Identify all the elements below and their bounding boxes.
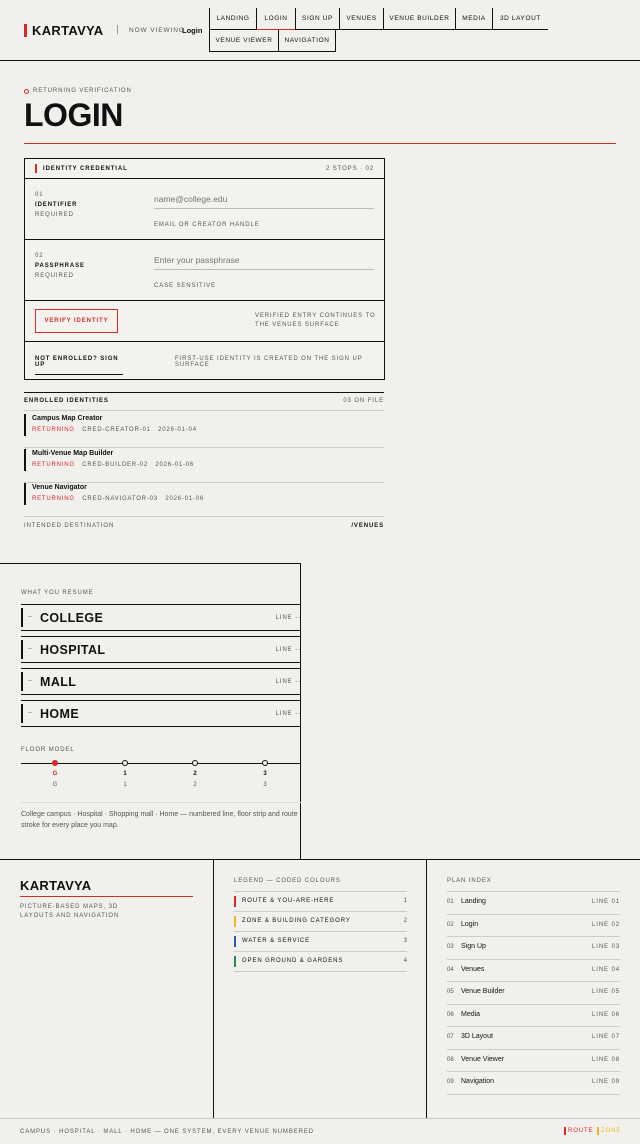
plan-name: Venues — [461, 965, 485, 973]
floor-label: 1 — [123, 771, 127, 777]
floor-sub: 3 — [263, 782, 267, 788]
legend-item-garden — [234, 952, 407, 972]
legend-label: ROUTE & YOU-ARE-HERE — [242, 898, 335, 904]
line-mark — [21, 608, 23, 627]
resume-line-hospital[interactable] — [21, 636, 301, 663]
legend-swatch — [234, 956, 236, 967]
line-mark — [21, 640, 23, 659]
legend-label: ZONE & BUILDING CATEGORY — [242, 918, 351, 924]
line-name: COLLEGE — [40, 611, 104, 625]
identifier-row — [25, 179, 384, 240]
identity-mark — [24, 483, 26, 505]
nav-3d-layout[interactable]: 3D LAYOUT — [492, 8, 548, 30]
now-viewing-value: Login — [182, 26, 203, 35]
plan-line: LINE 02 — [592, 921, 620, 928]
route-tag-mark — [564, 1127, 566, 1135]
footer-divider — [426, 860, 427, 1118]
plan-num: 09 — [447, 1079, 454, 1085]
legend-num: 3 — [403, 938, 407, 944]
passphrase-num: 02 — [35, 253, 44, 259]
site-header — [0, 0, 640, 61]
plan-name: Login — [461, 920, 479, 928]
line-number: LINE -- — [275, 711, 301, 717]
line-number: LINE -- — [275, 615, 301, 621]
legend-num: 1 — [403, 898, 407, 904]
zone-tag-mark — [597, 1127, 599, 1135]
plan-line: LINE 08 — [592, 1056, 620, 1063]
passphrase-hint: CASE SENSITIVE — [154, 283, 216, 289]
plan-name: Landing — [461, 898, 486, 905]
plan-item-venue-builder[interactable] — [447, 982, 620, 1005]
plan-item-navigation[interactable] — [447, 1072, 620, 1095]
passphrase-label: PASSPHRASE — [35, 263, 85, 269]
passphrase-row — [25, 240, 384, 301]
enrolled-heading: ENROLLED IDENTITIES — [24, 398, 109, 404]
identifier-required: REQUIRED — [35, 212, 74, 218]
floor-label: 3 — [263, 771, 267, 777]
plan-num: 01 — [447, 899, 454, 905]
bottom-text: CAMPUS · HOSPITAL · MALL · HOME — ONE SYSTEM, EVERY VENUE NUMBERED — [20, 1129, 314, 1135]
plan-item-venues[interactable] — [447, 960, 620, 983]
floor-sub: G — [52, 782, 58, 788]
signup-link[interactable]: NOT ENROLLED? SIGN UP — [35, 356, 123, 375]
legend-swatch — [234, 936, 236, 947]
identity-cred: CRED-NAVIGATOR-03 — [82, 496, 158, 502]
footer-tagline-2: LAYOUTS AND NAVIGATION — [20, 913, 120, 919]
plan-name: Venue Viewer — [461, 1055, 505, 1063]
identifier-num: 01 — [35, 192, 44, 198]
plan-line: LINE 04 — [592, 966, 620, 973]
line-mark — [21, 672, 23, 691]
plan-num: 05 — [447, 989, 454, 995]
identity-cred: CRED-BUILDER-02 — [82, 462, 148, 468]
plan-num: 03 — [447, 944, 454, 950]
plan-line: LINE 06 — [592, 1011, 620, 1018]
legend-heading: LEGEND — CODED COLOURS — [234, 878, 341, 884]
page-title: LOGIN — [24, 97, 123, 133]
legend-item-route — [234, 892, 407, 912]
line-name: HOME — [40, 707, 80, 721]
plan-item-login[interactable] — [447, 915, 620, 938]
enrolled-count: 03 ON FILE — [343, 398, 384, 404]
identity-name: Multi-Venue Map Builder — [32, 450, 114, 457]
identity-cred: CRED-CREATOR-01 — [82, 427, 151, 433]
form-header-label: IDENTITY CREDENTIAL — [43, 166, 128, 172]
plan-name: Sign Up — [461, 943, 486, 950]
plan-name: Media — [461, 1010, 481, 1018]
legend-num: 4 — [403, 958, 407, 964]
title-rule — [24, 143, 616, 144]
form-steps: 2 STOPS · 02 — [325, 166, 374, 172]
footer-brand[interactable]: KARTAVYA — [20, 878, 92, 893]
legend-label: OPEN GROUND & GARDENS — [242, 958, 344, 964]
floor-label: 2 — [193, 771, 197, 777]
destination-value: /VENUES — [351, 523, 384, 529]
signup-note: FIRST-USE IDENTITY IS CREATED ON THE SIGN UP SURFACE — [175, 356, 363, 368]
resume-heading: WHAT YOU RESUME — [21, 590, 94, 596]
line-dash: -- — [28, 710, 32, 716]
signup-row — [25, 342, 384, 379]
identifier-label: IDENTIFIER — [35, 202, 78, 208]
identity-meta — [32, 462, 194, 468]
eyebrow: RETURNING VERIFICATION — [33, 88, 132, 94]
floor-sub: 2 — [193, 782, 197, 788]
floor-track — [21, 763, 301, 764]
legend-num: 2 — [403, 918, 407, 924]
plan-name: Venue Builder — [461, 988, 505, 995]
plan-item-venue-viewer[interactable] — [447, 1050, 620, 1073]
enrolled-divider — [24, 410, 384, 411]
legend-item-zone — [234, 912, 407, 932]
nav-landing[interactable]: LANDING — [209, 8, 257, 30]
floor-stop-1[interactable] — [122, 760, 128, 766]
caption-rule — [21, 802, 301, 803]
nav-navigation[interactable]: NAVIGATION — [278, 30, 336, 52]
plan-heading: PLAN INDEX — [447, 878, 492, 884]
identity-item[interactable] — [24, 414, 384, 448]
plan-name: Navigation — [461, 1078, 495, 1085]
resume-line-home[interactable] — [21, 700, 301, 727]
verify-note-1: VERIFIED ENTRY CONTINUES TO — [255, 313, 376, 319]
enrolled-rule — [24, 392, 384, 393]
line-mark — [21, 704, 23, 723]
plan-line: LINE 03 — [592, 944, 620, 950]
resume-line-college[interactable] — [21, 604, 301, 631]
now-viewing-label: NOW VIEWING — [129, 27, 185, 34]
verify-row — [25, 301, 384, 342]
destination-label: INTENDED DESTINATION — [24, 523, 115, 529]
legend-label: WATER & SERVICE — [242, 938, 311, 944]
verify-note-2: THE VENUES SURFACE — [255, 322, 340, 328]
line-name: MALL — [40, 675, 77, 689]
line-number: LINE -- — [275, 679, 301, 685]
site-footer — [0, 859, 640, 1144]
floor-stop-g[interactable] — [52, 760, 58, 766]
identity-date: 2026-01-06 — [155, 462, 195, 468]
footer-brand-rule — [20, 896, 193, 897]
identity-name: Campus Map Creator — [32, 415, 103, 422]
identity-mark — [24, 449, 26, 471]
verify-identity-button[interactable]: VERIFY IDENTITY — [35, 309, 118, 333]
route-tag: ROUTE — [568, 1128, 594, 1134]
brand-logo[interactable]: KARTAVYA — [32, 23, 104, 38]
identity-status: RETURNING — [32, 427, 75, 433]
floor-stop-3[interactable] — [262, 760, 268, 766]
identity-date: 2026-01-04 — [158, 427, 197, 433]
nav-sign-up[interactable]: SIGN UP — [295, 8, 340, 30]
plan-item-landing[interactable] — [447, 892, 620, 915]
identity-meta — [32, 496, 204, 502]
bottom-rule — [0, 1118, 640, 1119]
plan-num: 02 — [447, 921, 454, 928]
identity-name: Venue Navigator — [32, 484, 87, 491]
plan-item-3d-layout[interactable] — [447, 1027, 620, 1050]
form-header — [25, 159, 384, 179]
eyebrow-dot-icon — [24, 89, 29, 94]
plan-num: 07 — [447, 1034, 454, 1040]
line-dash: -- — [28, 646, 32, 652]
login-form — [24, 158, 385, 380]
identity-status: RETURNING — [32, 462, 75, 468]
identifier-hint: EMAIL OR CREATOR HANDLE — [154, 222, 260, 228]
plan-line: LINE 09 — [592, 1079, 620, 1085]
footer-divider — [213, 860, 214, 1118]
line-dash: -- — [28, 614, 32, 620]
passphrase-input[interactable] — [154, 250, 374, 270]
nav-login[interactable]: LOGIN — [256, 8, 296, 30]
floor-sub: 1 — [123, 782, 127, 788]
identity-date: 2026-01-06 — [165, 496, 205, 502]
passphrase-required: REQUIRED — [35, 273, 74, 279]
plan-num: 08 — [447, 1056, 454, 1063]
nav-venue-builder[interactable]: VENUE BUILDER — [383, 8, 456, 30]
resume-caption-1: College campus · Hospital · Shopping mall · Home — numbered line, floor strip and route — [21, 811, 298, 818]
line-name: HOSPITAL — [40, 643, 106, 657]
plan-item-sign-up[interactable] — [447, 937, 620, 960]
identity-meta — [32, 427, 197, 433]
plan-line: LINE 05 — [592, 989, 620, 995]
resume-caption-2: stroke for every place you map. — [21, 822, 119, 829]
plan-item-media[interactable] — [447, 1005, 620, 1028]
floor-label: G — [52, 771, 58, 777]
line-number: LINE -- — [275, 647, 301, 653]
form-header-mark — [35, 164, 37, 173]
plan-num: 06 — [447, 1011, 454, 1018]
identifier-input[interactable] — [154, 189, 374, 209]
resume-line-mall[interactable] — [21, 668, 301, 695]
floor-heading: FLOOR MODEL — [21, 747, 75, 753]
divider — [117, 25, 118, 34]
legend-swatch — [234, 896, 236, 907]
legend-item-water — [234, 932, 407, 952]
zone-tag: ZONE — [601, 1128, 622, 1134]
nav-venue-viewer[interactable]: VENUE VIEWER — [209, 30, 279, 52]
identity-item[interactable] — [24, 483, 384, 517]
brand-mark — [24, 24, 27, 37]
plan-line: LINE 01 — [592, 899, 620, 905]
legend-swatch — [234, 916, 236, 927]
identity-item[interactable] — [24, 449, 384, 483]
plan-num: 04 — [447, 966, 454, 973]
plan-name: 3D Layout — [461, 1033, 493, 1040]
nav-venues[interactable]: VENUES — [339, 8, 384, 30]
identity-mark — [24, 414, 26, 436]
identity-status: RETURNING — [32, 496, 75, 502]
line-dash: -- — [28, 678, 32, 684]
footer-tagline-1: PICTURE-BASED MAPS, 3D — [20, 904, 119, 910]
plan-line: LINE 07 — [592, 1034, 620, 1040]
floor-stop-2[interactable] — [192, 760, 198, 766]
nav-media[interactable]: MEDIA — [455, 8, 493, 30]
